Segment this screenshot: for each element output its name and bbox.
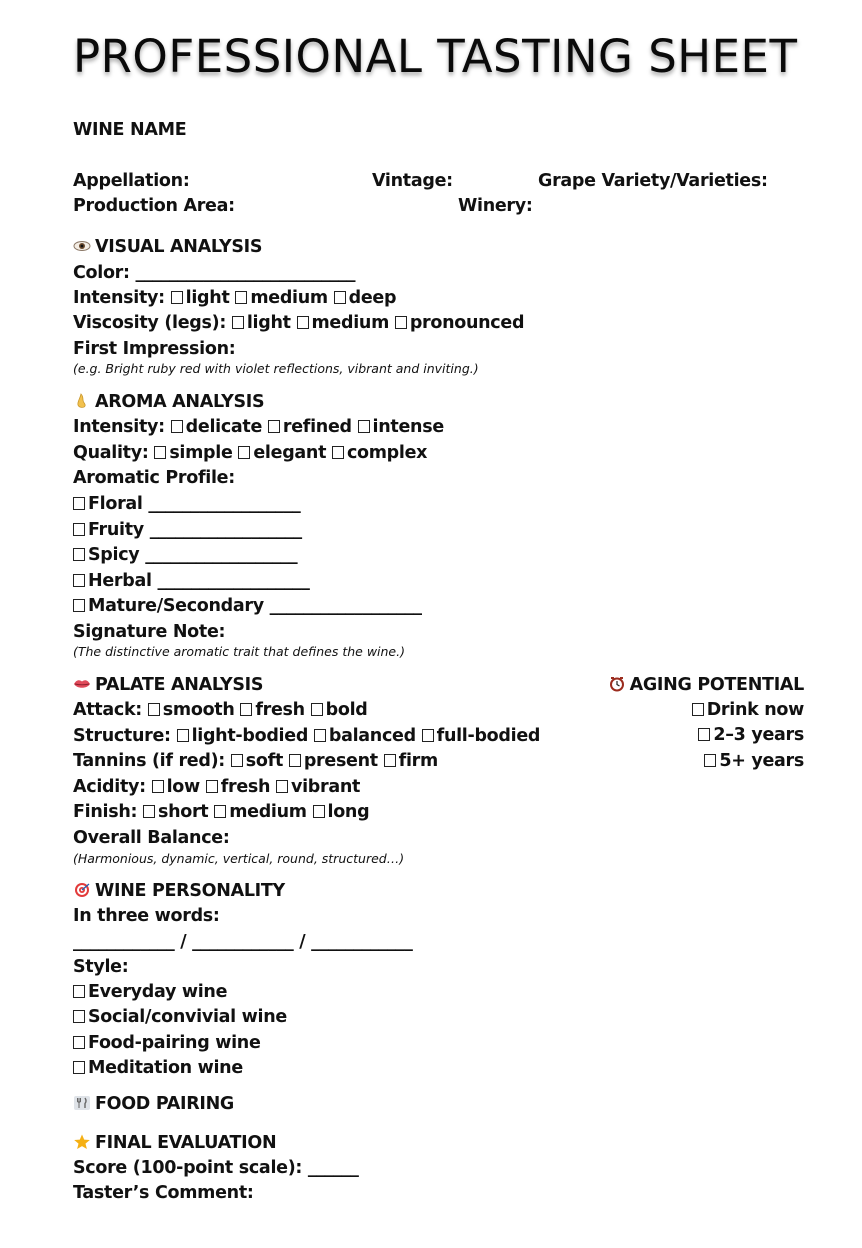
style-option-food-pairing: Food-pairing wine [73, 1033, 261, 1053]
wine-name-label: WINE NAME [73, 120, 187, 140]
checkbox[interactable] [171, 420, 183, 433]
winery-label: Winery: [458, 196, 533, 216]
checkbox[interactable] [313, 805, 325, 818]
style-label: Style: [73, 957, 129, 977]
aroma-quality-row: Quality: simple elegant complex [73, 443, 428, 463]
checkbox[interactable] [289, 754, 301, 767]
checkbox[interactable] [297, 316, 309, 329]
page-title: PROFESSIONAL TASTING SHEET [73, 30, 798, 83]
checkbox[interactable] [73, 1061, 85, 1074]
checkbox[interactable] [73, 985, 85, 998]
checkbox[interactable] [171, 291, 183, 304]
acidity-row: Acidity: low fresh vibrant [73, 777, 361, 797]
viscosity-row: Viscosity (legs): light medium pronounced [73, 313, 525, 333]
aging-option-drink-now: Drink now [692, 700, 804, 720]
checkbox[interactable] [240, 703, 252, 716]
checkbox[interactable] [232, 316, 244, 329]
profile-item-herbal: Herbal __________________ [73, 571, 310, 591]
checkbox[interactable] [73, 599, 85, 612]
aging-option-5-plus-years: 5+ years [704, 751, 804, 771]
checkbox[interactable] [384, 754, 396, 767]
aromatic-profile-label: Aromatic Profile: [73, 468, 235, 488]
checkbox[interactable] [422, 729, 434, 742]
checkbox[interactable] [154, 446, 166, 459]
taster-comment-label: Taster’s Comment: [73, 1183, 254, 1203]
checkbox[interactable] [148, 703, 160, 716]
vintage-label: Vintage: [372, 171, 453, 191]
checkbox[interactable] [276, 780, 288, 793]
aroma-intensity-row: Intensity: delicate refined intense [73, 417, 444, 437]
target-icon [73, 882, 91, 898]
aging-option-2-3-years: 2–3 years [698, 725, 804, 745]
aroma-analysis-heading: AROMA ANALYSIS [73, 392, 264, 412]
fork-knife-icon [73, 1095, 91, 1111]
checkbox[interactable] [395, 316, 407, 329]
attack-row: Attack: smooth fresh bold [73, 700, 368, 720]
checkbox[interactable] [268, 420, 280, 433]
food-pairing-heading: FOOD PAIRING [73, 1094, 234, 1114]
eye-icon [73, 238, 91, 254]
checkbox[interactable] [311, 703, 323, 716]
style-option-social: Social/convivial wine [73, 1007, 287, 1027]
wine-personality-heading: WINE PERSONALITY [73, 881, 285, 901]
production-area-label: Production Area: [73, 196, 235, 216]
visual-analysis-heading: VISUAL ANALYSIS [73, 237, 262, 257]
checkbox[interactable] [73, 497, 85, 510]
checkbox[interactable] [334, 291, 346, 304]
checkbox[interactable] [231, 754, 243, 767]
lips-icon [73, 676, 91, 692]
profile-item-floral: Floral __________________ [73, 494, 301, 514]
profile-item-spicy: Spicy __________________ [73, 545, 297, 565]
first-impression-label: First Impression: [73, 339, 236, 359]
structure-row: Structure: light-bodied balanced full-bodied [73, 726, 541, 746]
signature-note-label: Signature Note: [73, 622, 226, 642]
checkbox[interactable] [177, 729, 189, 742]
overall-balance-note: (Harmonious, dynamic, vertical, round, structured…) [73, 851, 405, 866]
checkbox[interactable] [73, 574, 85, 587]
tannins-row: Tannins (if red): soft present firm [73, 751, 438, 771]
first-impression-note: (e.g. Bright ruby red with violet reflections, vibrant and inviting.) [73, 361, 479, 376]
three-words-label: In three words: [73, 906, 220, 926]
checkbox[interactable] [206, 780, 218, 793]
checkbox[interactable] [73, 1010, 85, 1023]
profile-item-mature: Mature/Secondary __________________ [73, 596, 422, 616]
profile-item-fruity: Fruity __________________ [73, 520, 302, 540]
finish-row: Finish: short medium long [73, 802, 370, 822]
checkbox[interactable] [73, 523, 85, 536]
checkbox[interactable] [314, 729, 326, 742]
checkbox[interactable] [73, 1036, 85, 1049]
style-option-everyday: Everyday wine [73, 982, 227, 1002]
palate-analysis-heading: PALATE ANALYSIS [73, 675, 263, 695]
checkbox[interactable] [152, 780, 164, 793]
three-words-field[interactable]: ____________ / ____________ / ____________ [73, 932, 413, 952]
star-icon [73, 1134, 91, 1150]
signature-note-hint: (The distinctive aromatic trait that defines the wine.) [73, 644, 405, 659]
color-field[interactable]: Color: __________________________ [73, 263, 356, 283]
checkbox[interactable] [692, 703, 704, 716]
appellation-label: Appellation: [73, 171, 190, 191]
final-evaluation-heading: FINAL EVALUATION [73, 1133, 276, 1153]
checkbox[interactable] [235, 291, 247, 304]
nose-icon [73, 393, 91, 409]
checkbox[interactable] [704, 754, 716, 767]
visual-intensity-row: Intensity: light medium deep [73, 288, 397, 308]
checkbox[interactable] [358, 420, 370, 433]
style-option-meditation: Meditation wine [73, 1058, 243, 1078]
grape-variety-label: Grape Variety/Varieties: [538, 171, 768, 191]
score-field[interactable]: Score (100-point scale): ______ [73, 1158, 359, 1178]
checkbox[interactable] [332, 446, 344, 459]
checkbox[interactable] [214, 805, 226, 818]
checkbox[interactable] [73, 548, 85, 561]
checkbox[interactable] [143, 805, 155, 818]
checkbox[interactable] [698, 728, 710, 741]
checkbox[interactable] [238, 446, 250, 459]
aging-potential-heading: AGING POTENTIAL [608, 675, 804, 695]
clock-icon [608, 676, 626, 692]
overall-balance-label: Overall Balance: [73, 828, 230, 848]
